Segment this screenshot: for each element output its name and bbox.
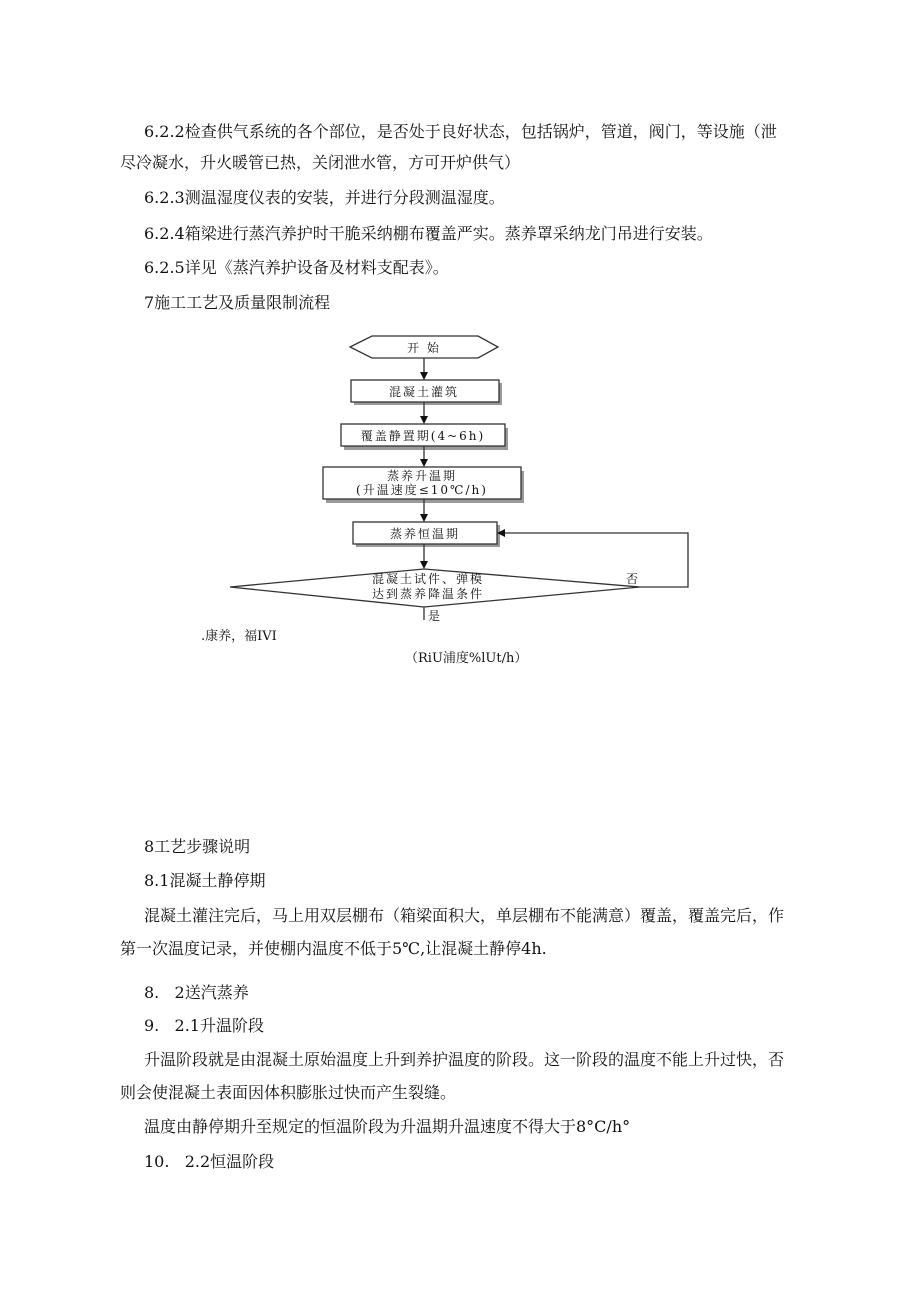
para-6-2-4: 6.2.4箱梁进行蒸汽养护时干脆采纳棚布覆盖严实。蒸养罩采纳龙门吊进行安装。 [144, 224, 713, 243]
flow-heatup-label-2: (升温速度≤10℃/h) [356, 483, 488, 497]
flow-decision-label-2: 达到蒸养降温条件 [371, 587, 485, 601]
flow-arrowhead-5 [420, 561, 428, 569]
flow-arrowhead-2 [420, 416, 428, 424]
flow-garbled-text-1: .康养，福IVI [201, 629, 277, 644]
flow-garbled-text-2: （RiU浦度%lUt/h） [405, 651, 528, 666]
para-9-2-1-line3: 温度由静停期升至规定的恒温阶段为升温期升温速度不得大于8°C/h° [144, 1117, 631, 1136]
flow-start-label: 开 始 [407, 341, 441, 355]
flow-arrowhead-4 [420, 514, 428, 522]
section-9-2-1-heading: 9. 2.1升温阶段 [144, 1016, 264, 1035]
section-8-heading: 8工艺步骤说明 [144, 837, 251, 856]
para-8-1-line2: 第一次温度记录，并使棚内温度不低于5℃,让混凝土静停4h. [120, 939, 547, 958]
flow-no-label: 否 [626, 572, 641, 586]
para-6-2-3: 6.2.3测温湿度仪表的安装，并进行分段测温湿度。 [144, 188, 505, 207]
flow-heatup-label-1: 蒸养升温期 [386, 469, 458, 483]
para-9-2-1-line1: 升温阶段就是由混凝土原始温度上升到养护温度的阶段。这一阶段的温度不能上升过快，否 [144, 1050, 785, 1069]
flow-constant-label: 蒸养恒温期 [389, 527, 461, 541]
para-6-2-2-line2: 尽冷凝水，升火暖管已热，关闭泄水管，方可开炉供气） [120, 153, 521, 172]
flow-cover-label: 覆盖静置期(4~6h) [360, 429, 486, 443]
para-8-1-line1: 混凝土灌注完后，马上用双层棚布（箱梁面积大，单层棚布不能满意）覆盖，覆盖完后，作 [144, 906, 785, 925]
flow-arrowhead-1 [420, 372, 428, 380]
section-10-2-2-heading: 10. 2.2恒温阶段 [144, 1152, 275, 1171]
flow-decision-label-1: 混凝土试件、弹模 [371, 572, 485, 586]
section-8-1-heading: 8.1混凝土静停期 [144, 871, 266, 890]
section-7-heading: 7施工工艺及质量限制流程 [144, 293, 331, 312]
section-8-2-heading: 8. 2送汽蒸养 [144, 983, 249, 1002]
flow-arrowhead-3 [420, 459, 428, 467]
flow-yes-label: 是 [428, 609, 443, 623]
para-6-2-5: 6.2.5详见《蒸汽养护设备及材料支配表》。 [144, 258, 449, 277]
flow-pour-label: 混凝土灌筑 [388, 385, 460, 399]
para-9-2-1-line2: 则会使混凝土表面因体积膨胀过快而产生裂缝。 [120, 1083, 457, 1102]
para-6-2-2-line1: 6.2.2检查供气系统的各个部位，是否处于良好状态，包括锅炉，管道，阀门，等设施（泄 [144, 122, 777, 141]
